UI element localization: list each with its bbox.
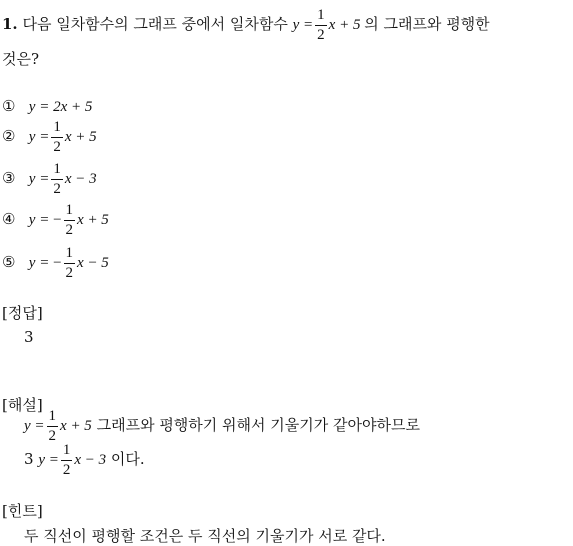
choice-4-fraction: $\frac{1}{2}$	[65, 202, 74, 238]
explanation-line-2	[24, 443, 145, 478]
choice-2[interactable]	[2, 120, 97, 155]
answer-value: 3	[24, 328, 34, 346]
choice-3-equation: y = $\frac{1}{2}$ x − 3	[28, 161, 97, 197]
explanation-line-1	[24, 409, 420, 444]
choice-1-mark: ①	[2, 97, 16, 115]
explanation-prefix: 3	[24, 449, 34, 468]
explanation-fraction-2: $\frac{1}{2}$	[62, 442, 71, 478]
question-fraction: $\frac{1}{2}$	[317, 7, 325, 43]
choice-3-mark: ③	[2, 168, 16, 187]
explanation-equation-1: y = $\frac{1}{2}$ x + 5	[24, 408, 92, 444]
choice-4-mark: ④	[2, 209, 16, 228]
explanation-text-2: 이다.	[110, 449, 145, 468]
explanation-label: [해설]	[2, 396, 43, 414]
choice-4[interactable]	[2, 203, 109, 238]
choice-1-equation: y = 2x + 5	[28, 99, 93, 115]
choice-5-equation: y = − $\frac{1}{2}$ x − 5	[28, 245, 109, 281]
choice-5-mark: ⑤	[2, 252, 16, 271]
question-line-1	[2, 8, 490, 43]
choice-2-mark: ②	[2, 126, 16, 145]
question-text-after: 의 그래프와 평행한	[364, 14, 490, 33]
choice-4-equation: y = − $\frac{1}{2}$ x + 5	[28, 202, 109, 238]
question-line-2: 것은?	[2, 50, 40, 68]
hint-text: 두 직선이 평행할 조건은 두 직선의 기울기가 서로 같다.	[24, 527, 386, 545]
choice-3[interactable]	[2, 162, 97, 197]
question-equation: y = $\frac{1}{2}$ x + 5	[292, 7, 361, 43]
choice-2-fraction: $\frac{1}{2}$	[53, 119, 61, 155]
explanation-equation-2: y = $\frac{1}{2}$ x − 3	[38, 442, 107, 478]
question-number: 1.	[2, 14, 18, 33]
question-text: 다음 일차함수의 그래프 중에서 일차함수	[22, 14, 288, 33]
explanation-text-1: 그래프와 평행하기 위해서 기울기가 같아야하므로	[96, 415, 420, 434]
explanation-fraction-1: $\frac{1}{2}$	[48, 408, 57, 444]
answer-label: [정답]	[2, 304, 43, 322]
choice-5-fraction: $\frac{1}{2}$	[65, 245, 74, 281]
choice-1[interactable]	[2, 97, 92, 116]
choice-3-fraction: $\frac{1}{2}$	[53, 161, 61, 197]
choice-5[interactable]	[2, 246, 109, 281]
choice-2-equation: y = $\frac{1}{2}$ x + 5	[28, 119, 97, 155]
hint-label: [힌트]	[2, 502, 43, 520]
